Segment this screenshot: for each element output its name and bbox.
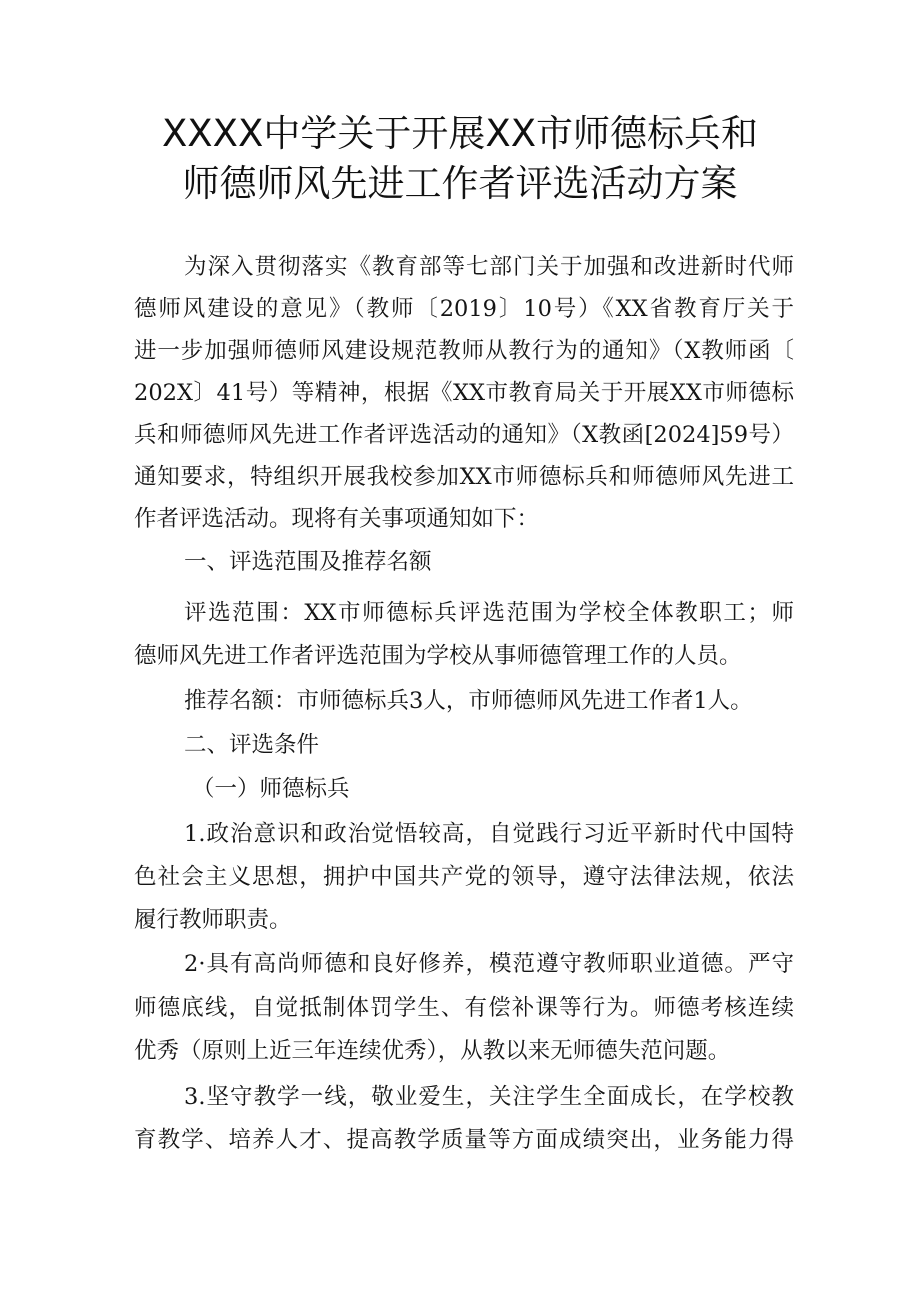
paragraph-line: 3.坚守教学一线，敬业爱生，关注学生全面成长，在学校教 xyxy=(184,1084,794,1110)
paragraph-line: 育教学、培养人才、提高教学质量等方面成绩突出，业务能力得 xyxy=(134,1127,794,1153)
paragraph-line: 202X〕41号）等精神，根据《XX市教育局关于开展XX市师德标 xyxy=(134,380,794,406)
paragraph-line: 德师风先进工作者评选范围为学校从事师德管理工作的人员。 xyxy=(134,643,742,669)
document-title-line-2: 师德师风先进工作者评选活动方案 xyxy=(182,162,738,205)
section-heading: 二、评选条件 xyxy=(184,732,320,758)
paragraph-line: 2·具有高尚师德和良好修养，模范遵守教师职业道德。严守 xyxy=(184,951,794,977)
paragraph-line: 作者评选活动。现将有关事项通知如下： xyxy=(134,506,540,532)
paragraph-line: 为深入贯彻落实《教育部等七部门关于加强和改进新时代师 xyxy=(184,254,794,280)
subsection-heading: （一）师德标兵 xyxy=(192,776,350,802)
paragraph-line: 评选范围：XX市师德标兵评选范围为学校全体教职工；师 xyxy=(184,600,794,626)
paragraph-line: 履行教师职责。 xyxy=(134,907,292,933)
paragraph-line: 推荐名额：市师德标兵3人，市师德师风先进工作者1人。 xyxy=(184,688,753,714)
paragraph-line: 师德底线，自觉抵制体罚学生、有偿补课等行为。师德考核连续 xyxy=(134,995,794,1021)
document-title-line-1: XXXX中学关于开展XX市师德标兵和 xyxy=(161,112,759,155)
paragraph-line: 通知要求，特组织开展我校参加XX市师德标兵和师德师风先进工 xyxy=(134,464,794,490)
paragraph-line: 色社会主义思想，拥护中国共产党的领导，遵守法律法规，依法 xyxy=(134,864,794,890)
section-heading: 一、评选范围及推荐名额 xyxy=(184,549,432,575)
paragraph-line: 1.政治意识和政治觉悟较高，自觉践行习近平新时代中国特 xyxy=(184,821,794,847)
paragraph-line: 兵和师德师风先进工作者评选活动的通知》（X教函[2024]59号） xyxy=(134,422,794,448)
paragraph-line: 进一步加强师德师风建设规范教师从教行为的通知》（X教师函〔 xyxy=(134,338,794,364)
paragraph-line: 优秀（原则上近三年连续优秀），从教以来无师德失范问题。 xyxy=(134,1038,731,1064)
paragraph-line: 德师风建设的意见》（教师〔2019〕10号）《XX省教育厅关于 xyxy=(134,296,794,322)
